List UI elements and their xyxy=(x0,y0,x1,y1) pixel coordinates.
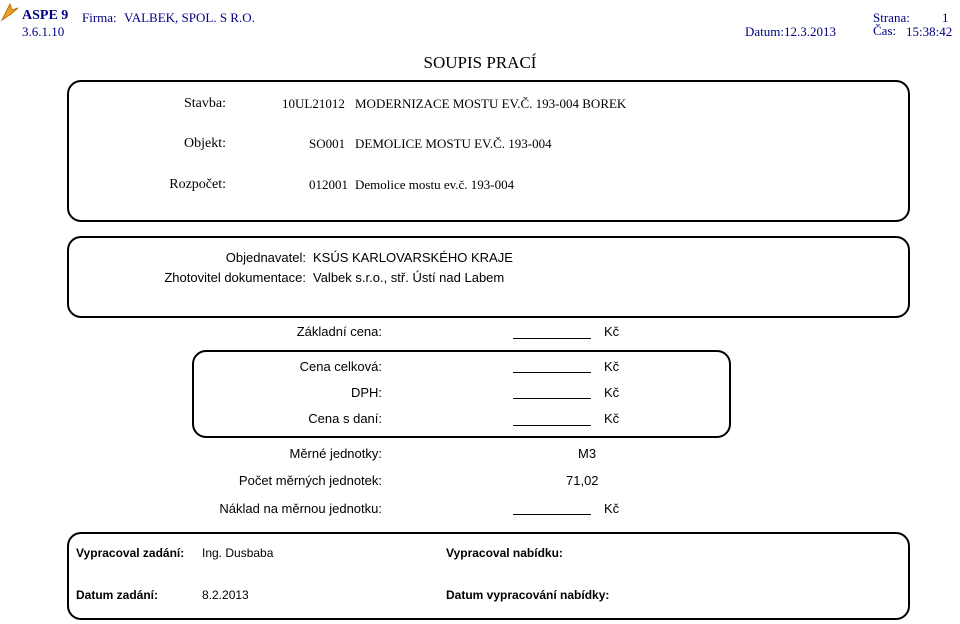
datum-zadani-label: Datum zadání: xyxy=(76,588,159,602)
cena-celkova-currency: Kč xyxy=(604,359,620,374)
objednavatel-label: Objednavatel: xyxy=(225,250,306,265)
stavba-code: 10UL21012 xyxy=(282,96,345,111)
stavba-name: MODERNIZACE MOSTU EV.Č. 193-004 BOREK xyxy=(355,96,627,111)
zakladni-cena-value xyxy=(513,338,591,339)
objednavatel-value: KSÚS KARLOVARSKÉHO KRAJE xyxy=(313,250,513,265)
pocet-jednotek-value: 71,02 xyxy=(566,473,599,488)
objekt-code: SO001 xyxy=(309,136,346,151)
firma-label: Firma: xyxy=(82,10,117,25)
dph-label: DPH: xyxy=(350,385,382,400)
naklad-value xyxy=(513,514,591,515)
app-version: 3.6.1.10 xyxy=(22,24,65,39)
naklad-currency: Kč xyxy=(604,501,620,516)
datum-value: 12.3.2013 xyxy=(784,24,836,39)
merne-jednotky-value: M3 xyxy=(578,446,597,461)
merne-jednotky-label: Měrné jednotky: xyxy=(289,446,382,461)
firma-value: VALBEK, SPOL. S R.O. xyxy=(124,10,255,25)
strana-label: Strana: xyxy=(873,10,910,25)
objekt-label: Objekt: xyxy=(184,136,226,151)
datum-label: Datum: xyxy=(745,24,784,39)
dph-value xyxy=(513,398,591,399)
vypracoval-nabidku-label: Vypracoval nabídku: xyxy=(446,546,563,560)
zhotovitel-value: Valbek s.r.o., stř. Ústí nad Labem xyxy=(313,270,505,285)
cena-celkova-value xyxy=(513,372,591,373)
datum-vypracovani-label: Datum vypracování nabídky: xyxy=(446,588,610,602)
zakladni-cena-currency: Kč xyxy=(604,324,620,339)
naklad-label: Náklad na měrnou jednotku: xyxy=(219,501,382,516)
pocet-jednotek-label: Počet měrných jednotek: xyxy=(238,473,382,488)
vypracoval-zadani-label: Vypracoval zadání: xyxy=(76,546,185,560)
vypracoval-zadani-value: Ing. Dusbaba xyxy=(202,546,274,560)
zakladni-cena-label: Základní cena: xyxy=(296,324,382,339)
cena-celkova-label: Cena celková: xyxy=(299,359,382,374)
datum-zadani-value: 8.2.2013 xyxy=(202,588,249,602)
cena-s-dani-currency: Kč xyxy=(604,411,620,426)
rozpocet-code: 012001 xyxy=(309,177,348,192)
cena-s-dani-label: Cena s daní: xyxy=(308,411,382,426)
app-logo-text: ASPE 9 xyxy=(22,8,69,23)
cas-label: Čas: xyxy=(873,23,897,38)
zhotovitel-label: Zhotovitel dokumentace: xyxy=(164,270,306,285)
cena-s-dani-value xyxy=(513,425,591,426)
page-title: SOUPIS PRACÍ xyxy=(423,53,537,72)
stavba-label: Stavba: xyxy=(184,96,226,111)
rozpocet-label: Rozpočet: xyxy=(169,177,226,192)
objekt-name: DEMOLICE MOSTU EV.Č. 193-004 xyxy=(355,136,552,151)
strana-value: 1 xyxy=(942,10,949,25)
dph-currency: Kč xyxy=(604,385,620,400)
aspe-logo-icon xyxy=(0,2,20,22)
cas-value: 15:38:42 xyxy=(906,24,953,39)
rozpocet-name: Demolice mostu ev.č. 193-004 xyxy=(355,177,515,192)
